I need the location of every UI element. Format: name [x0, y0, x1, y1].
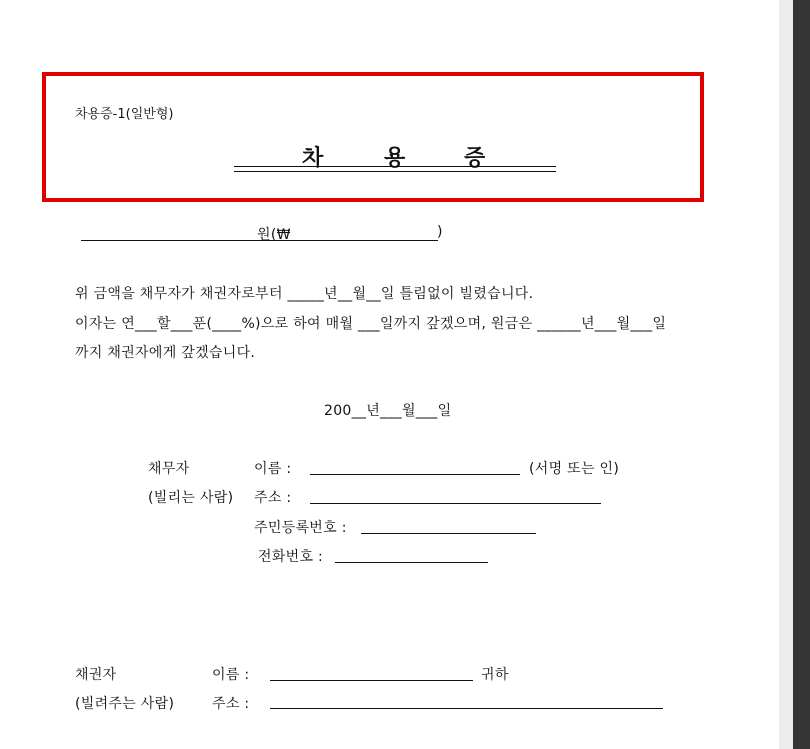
- debtor-id-label: 주민등록번호 :: [254, 520, 347, 536]
- creditor-honorific: 귀하: [481, 667, 509, 683]
- creditor-name-label: 이름 :: [212, 667, 250, 683]
- amount-unit-label: 원(₩: [257, 227, 291, 243]
- title-underline: [234, 166, 556, 172]
- debtor-address-line: [310, 503, 601, 504]
- body-line-2: 이자는 연___할___푼(____%)으로 하여 매월 ___일까지 갚겠으며, 원금은 ______년___월___일: [75, 316, 667, 332]
- debtor-name-label: 이름 :: [254, 461, 292, 477]
- body-line-3: 까지 채권자에게 갚겠습니다.: [75, 345, 256, 361]
- debtor-name-line: [310, 474, 520, 475]
- debtor-sign-note: (서명 또는 인): [529, 461, 620, 477]
- form-id-label: 차용증-1(일반형): [75, 107, 174, 122]
- debtor-phone-line: [335, 562, 488, 563]
- creditor-name-line: [270, 680, 473, 681]
- selection-highlight-box: [42, 72, 704, 202]
- vertical-scrollbar[interactable]: [779, 0, 810, 749]
- body-line-1: 위 금액을 채무자가 채권자로부터 _____년__월__일 틀림없이 빌렸습니다.: [75, 286, 534, 302]
- debtor-address-label: 주소 :: [254, 490, 292, 506]
- amount-close-paren: ): [437, 224, 443, 240]
- creditor-address-label: 주소 :: [212, 696, 250, 712]
- title-char-3: 증: [464, 146, 486, 171]
- creditor-role-desc: (빌려주는 사람): [75, 696, 175, 712]
- creditor-role-label: 채권자: [75, 667, 117, 683]
- debtor-role-desc: (빌리는 사람): [148, 490, 234, 506]
- scrollbar-thumb[interactable]: [793, 0, 810, 749]
- title-char-1: 차: [302, 146, 324, 171]
- debtor-id-line: [361, 533, 536, 534]
- date-line: 200__년___월___일: [324, 403, 452, 419]
- creditor-address-line: [270, 708, 663, 709]
- debtor-phone-label: 전화번호 :: [258, 549, 324, 565]
- debtor-role-label: 채무자: [148, 461, 190, 477]
- title-char-2: 용: [384, 146, 406, 171]
